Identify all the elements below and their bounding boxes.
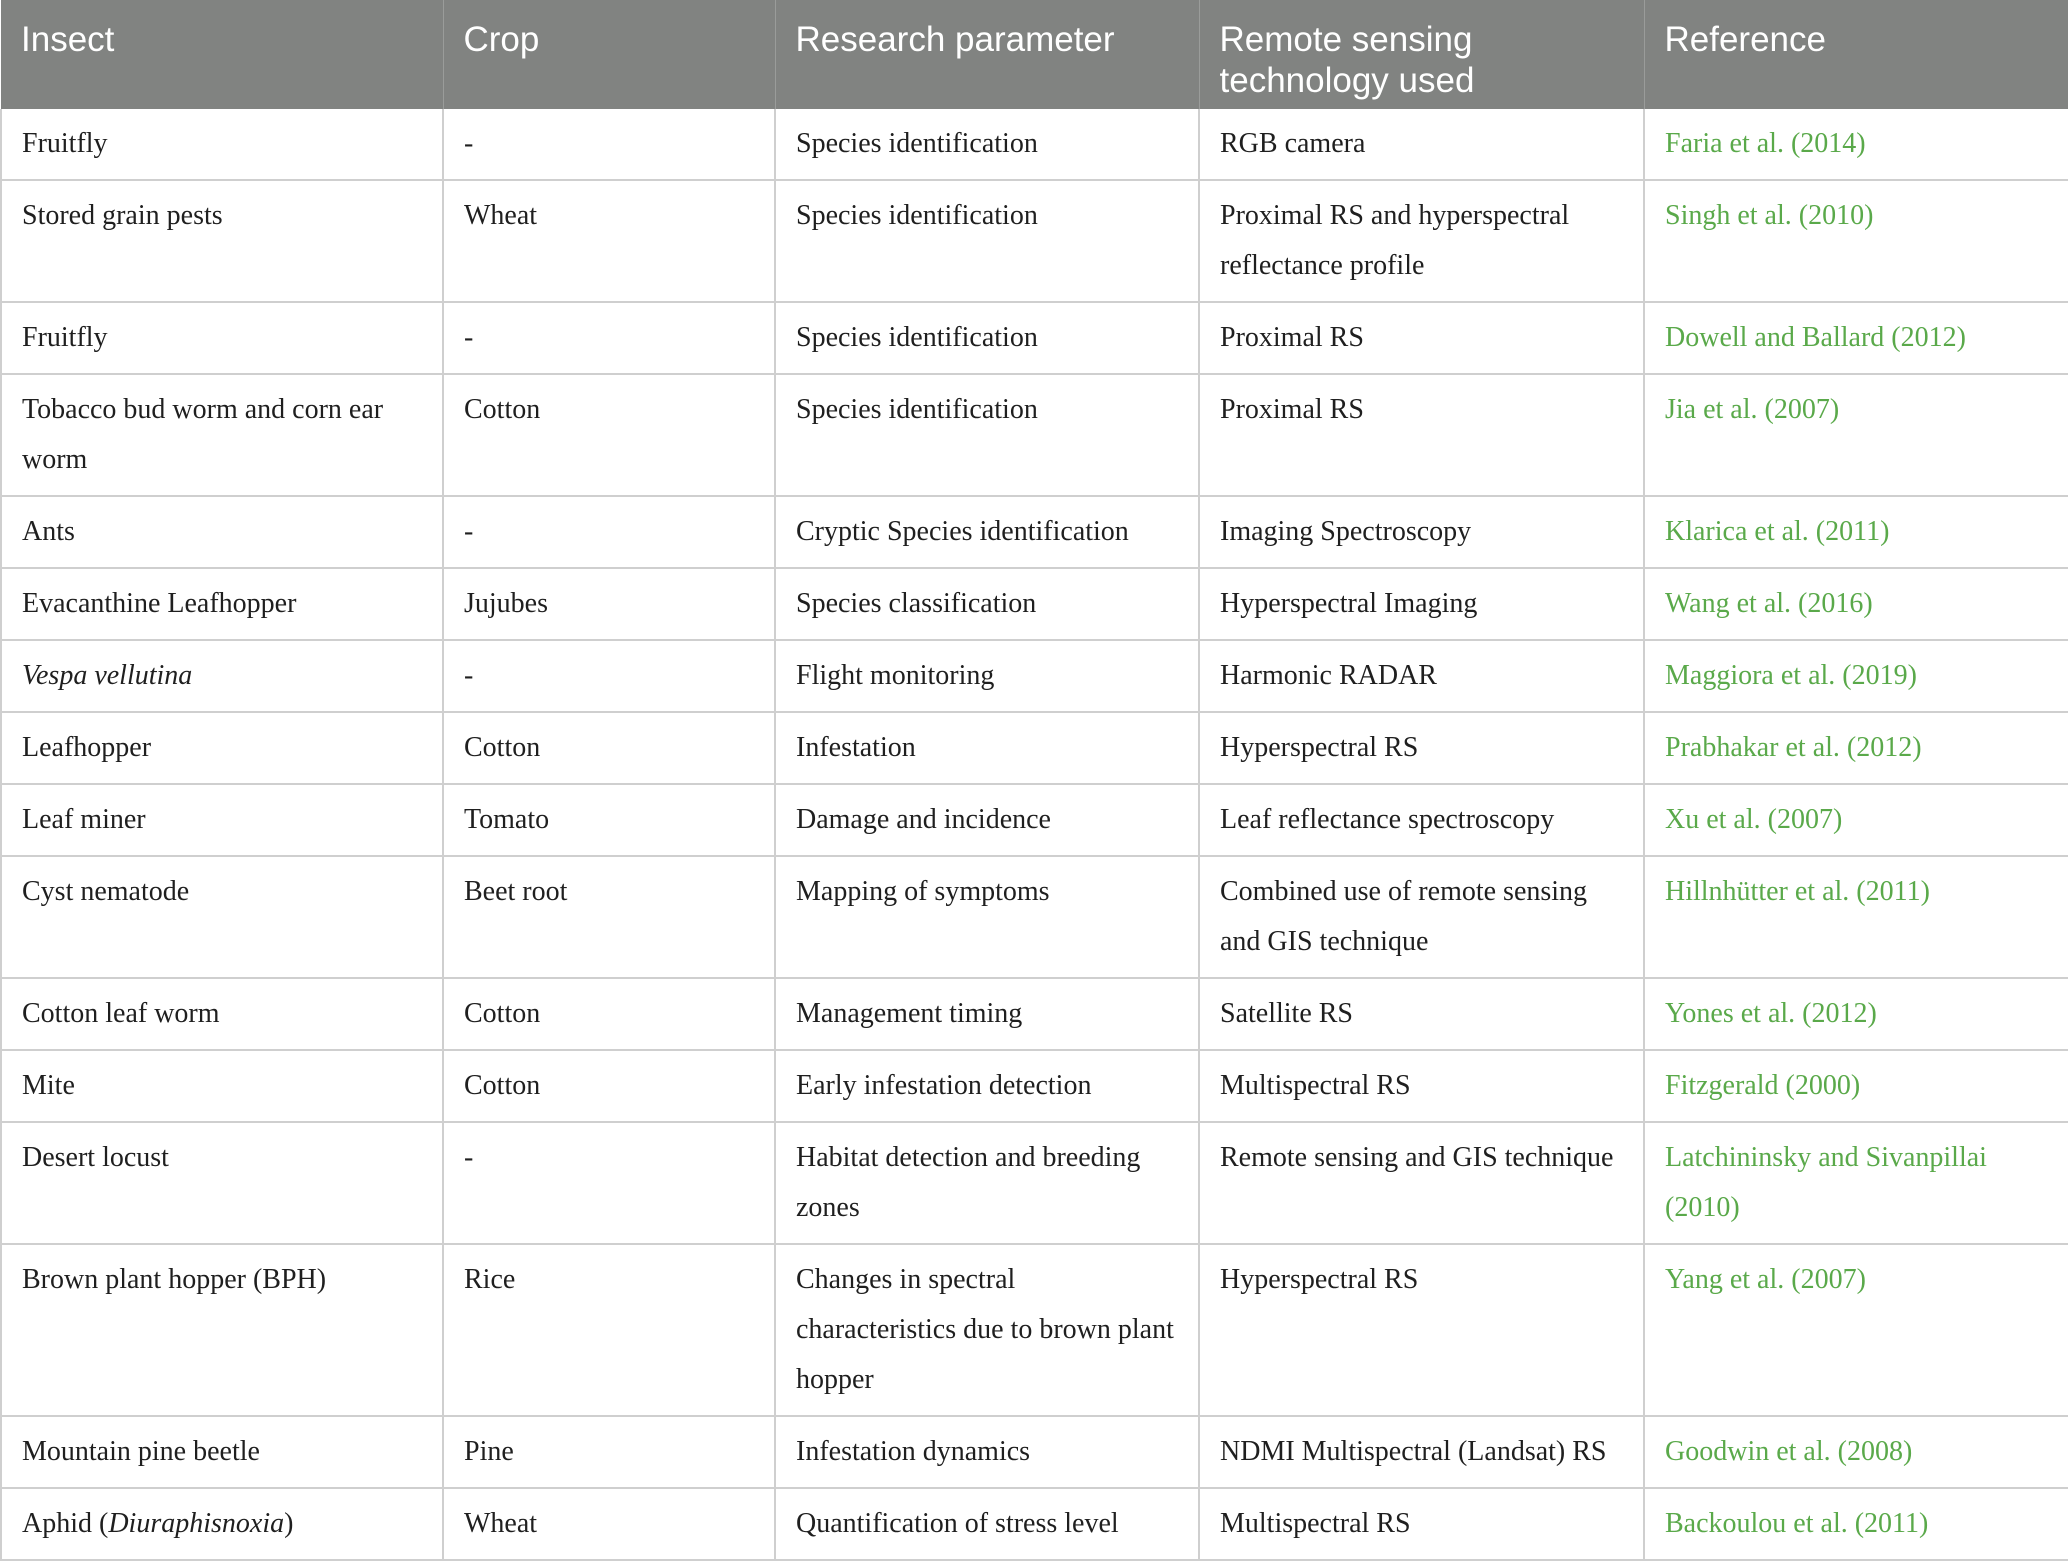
reference-link[interactable]: Xu et al. (2007) [1644,784,2068,856]
cell-insect [1,1488,443,1560]
table-row [1,978,2068,1050]
table-row [1,1416,2068,1488]
cell-technology: Hyperspectral Imaging [1199,568,1644,640]
cell-insect: Mite [1,1050,443,1122]
cell-crop: - [443,109,775,180]
cell-technology: Hyperspectral RS [1199,712,1644,784]
cell-insect: Stored grain pests [1,180,443,302]
cell-crop: Pine [443,1416,775,1488]
cell-technology: Proximal RS and hyperspectral reflectance profile [1199,180,1644,302]
reference-link[interactable]: Klarica et al. (2011) [1644,496,2068,568]
cell-technology: NDMI Multispectral (Landsat) RS [1199,1416,1644,1488]
reference-link[interactable]: Jia et al. (2007) [1644,374,2068,496]
cell-parameter: Changes in spectral characteristics due to brown plant hopper [775,1244,1199,1416]
cell-insect: Cyst nematode [1,856,443,978]
cell-crop: - [443,302,775,374]
cell-crop: Tomato [443,784,775,856]
reference-link[interactable]: Goodwin et al. (2008) [1644,1416,2068,1488]
header-crop: Crop [443,0,775,109]
cell-crop: - [443,496,775,568]
cell-insect: Vespa vellutina [1,640,443,712]
cell-parameter: Damage and incidence [775,784,1199,856]
cell-crop: Rice [443,1244,775,1416]
reference-link[interactable]: Singh et al. (2010) [1644,180,2068,302]
cell-parameter: Management timing [775,978,1199,1050]
cell-parameter: Early infestation detection [775,1050,1199,1122]
cell-crop: Cotton [443,978,775,1050]
reference-link[interactable]: Hillnhütter et al. (2011) [1644,856,2068,978]
table-body [1,109,2068,1560]
reference-link[interactable]: Yones et al. (2012) [1644,978,2068,1050]
table-header [1,0,2068,109]
header-row [1,0,2068,109]
cell-parameter: Species identification [775,180,1199,302]
reference-link[interactable]: Latchininsky and Sivanpillai (2010) [1644,1122,2068,1244]
cell-insect: Brown plant hopper (BPH) [1,1244,443,1416]
cell-parameter: Species identification [775,374,1199,496]
cell-crop: Jujubes [443,568,775,640]
table-row [1,784,2068,856]
reference-link[interactable]: Maggiora et al. (2019) [1644,640,2068,712]
cell-technology: Multispectral RS [1199,1050,1644,1122]
cell-crop: Cotton [443,1050,775,1122]
cell-parameter: Infestation dynamics [775,1416,1199,1488]
cell-insect: Ants [1,496,443,568]
header-reference: Reference [1644,0,2068,109]
reference-link[interactable]: Yang et al. (2007) [1644,1244,2068,1416]
table-row [1,856,2068,978]
reference-link[interactable]: Fitzgerald (2000) [1644,1050,2068,1122]
cell-technology: Remote sensing and GIS technique [1199,1122,1644,1244]
cell-parameter: Mapping of symptoms [775,856,1199,978]
cell-technology: Multispectral RS [1199,1488,1644,1560]
cell-technology: RGB camera [1199,109,1644,180]
table-row [1,302,2068,374]
table-row [1,1050,2068,1122]
reference-link[interactable]: Wang et al. (2016) [1644,568,2068,640]
cell-parameter: Quantification of stress level [775,1488,1199,1560]
insect-text-suffix: ) [284,1508,294,1539]
cell-parameter: Species identification [775,302,1199,374]
reference-link[interactable]: Prabhakar et al. (2012) [1644,712,2068,784]
cell-technology: Hyperspectral RS [1199,1244,1644,1416]
table-row [1,374,2068,496]
cell-insect: Leaf miner [1,784,443,856]
cell-parameter: Habitat detection and breeding zones [775,1122,1199,1244]
insect-species-italic: Diuraphisnoxia [108,1508,285,1539]
cell-insect: Mountain pine beetle [1,1416,443,1488]
cell-technology: Proximal RS [1199,302,1644,374]
cell-parameter: Infestation [775,712,1199,784]
cell-insect: Leafhopper [1,712,443,784]
reference-link[interactable]: Faria et al. (2014) [1644,109,2068,180]
cell-technology: Satellite RS [1199,978,1644,1050]
cell-technology: Harmonic RADAR [1199,640,1644,712]
table-row [1,568,2068,640]
table-row [1,109,2068,180]
cell-insect: Cotton leaf worm [1,978,443,1050]
table-row [1,712,2068,784]
header-insect: Insect [1,0,443,109]
cell-crop: - [443,1122,775,1244]
cell-technology: Proximal RS [1199,374,1644,496]
insect-text: Aphid ( [22,1508,109,1539]
cell-insect: Desert locust [1,1122,443,1244]
cell-parameter: Cryptic Species identification [775,496,1199,568]
cell-insect: Evacanthine Leafhopper [1,568,443,640]
cell-crop: - [443,640,775,712]
header-research-parameter: Research parameter [775,0,1199,109]
reference-link[interactable]: Dowell and Ballard (2012) [1644,302,2068,374]
cell-crop: Cotton [443,712,775,784]
cell-technology: Combined use of remote sensing and GIS technique [1199,856,1644,978]
reference-link[interactable]: Backoulou et al. (2011) [1644,1488,2068,1560]
cell-crop: Wheat [443,180,775,302]
cell-insect: Fruitfly [1,109,443,180]
cell-crop: Beet root [443,856,775,978]
cell-crop: Wheat [443,1488,775,1560]
header-technology: Remote sensing technology used [1199,0,1644,109]
cell-technology: Leaf reflectance spectroscopy [1199,784,1644,856]
table-row [1,1122,2068,1244]
cell-technology: Imaging Spectroscopy [1199,496,1644,568]
cell-crop: Cotton [443,374,775,496]
cell-parameter: Species identification [775,109,1199,180]
cell-insect: Tobacco bud worm and corn ear worm [1,374,443,496]
table-row [1,496,2068,568]
cell-parameter: Species classification [775,568,1199,640]
table-row [1,1488,2068,1560]
cell-parameter: Flight monitoring [775,640,1199,712]
table-row [1,640,2068,712]
table-row [1,180,2068,302]
cell-insect: Fruitfly [1,302,443,374]
table-row [1,1244,2068,1416]
